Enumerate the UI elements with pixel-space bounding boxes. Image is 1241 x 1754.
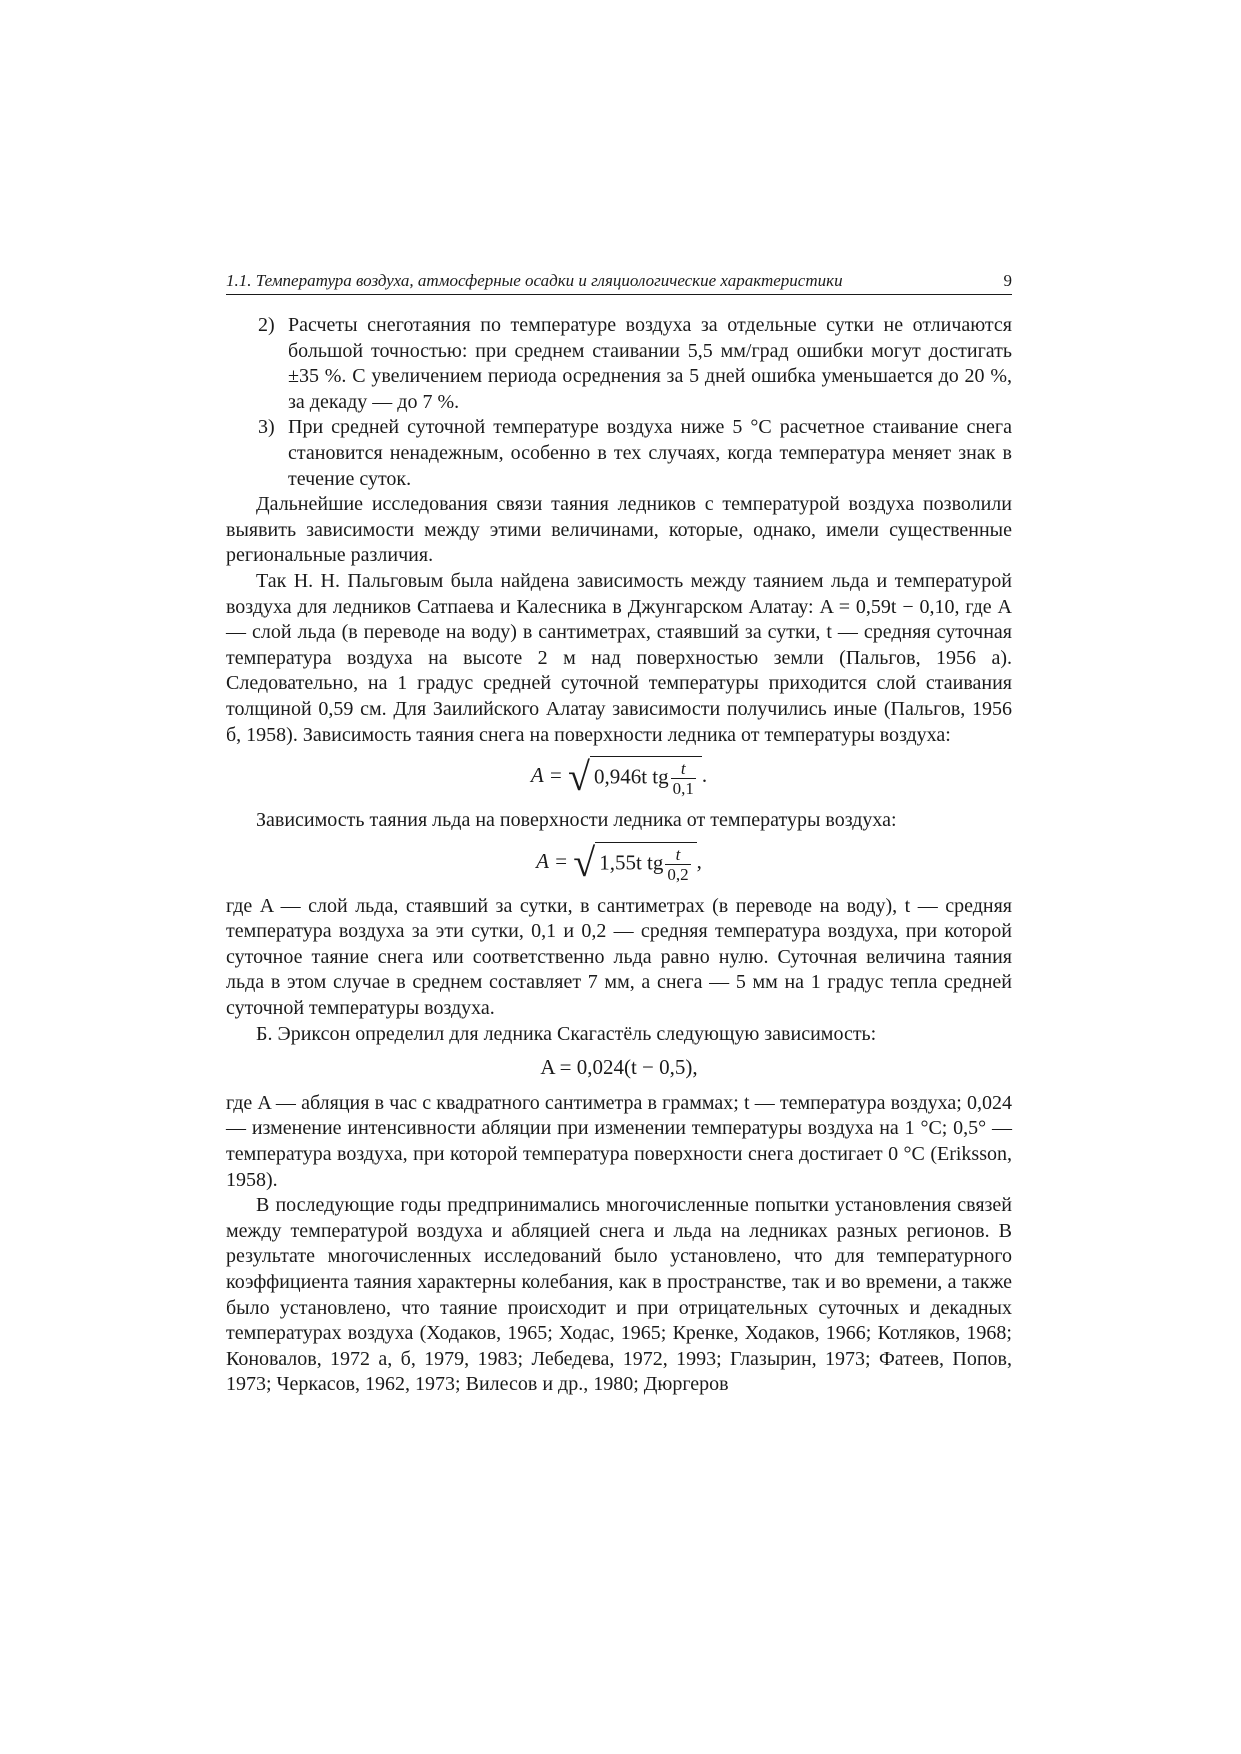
paragraph: Дальнейшие исследования связи таяния ледников с температурой воздуха позволили выявить зависимости между этими величинами, которые, однако, имели существенные региональные различия.	[226, 493, 1012, 567]
paragraph-text: , где A — слой льда (в переводе на воду) в сантиметрах, стаявший за сутки, t — средняя суточная температура воздуха на высоте 2 м над поверхностью земли (Пальгов, 1956 а). Следовательно, на 1 градус средней суточной температуры приходится слой стаивания толщиной 0,59 см. Для Заилийского Алатау зависимости получились иные (Пальгов, 1956 б, 1958). Зависимость таяния снега на поверхности ледника от температуры воздуха:	[226, 595, 1012, 746]
equation-punct: ,	[696, 848, 702, 873]
header-title: 1.1. Температура воздуха, атмосферные осадки и гляциологические характеристики	[226, 271, 843, 290]
equation-1	[226, 756, 1012, 798]
paragraph: В последующие годы предпринимались многочисленные попытки установления связей между температурой воздуха и абляцией снега и льда на ледниках разных регионов. В результате многочисленных исследований было установлено, что для температурного коэффициента таяния характерны колебания, как в пространстве, так и во времени, а также было установлено, что таяние происходит и при отрицательных суточных и декадных температурах воздуха (Ходаков, 1965; Ходас, 1965; Кренке, Ходаков, 1966; Котляков, 1968; Коновалов, 1972 а, б, 1979, 1983; Лебедева, 1972, 1993; Глазырин, 1973; Фатеев, Попов, 1973; Черкасов, 1962, 1973; Вилесов и др., 1980; Дюргеров	[226, 1194, 1012, 1396]
list-number: 3)	[258, 416, 275, 439]
fraction	[665, 845, 690, 884]
paragraph-text: Так Н. Н. Пальговым была найдена зависимость между таянием льда и температурой воздуха для ледников Сатпаева и Калесника в Джунгарском Алатау:	[226, 569, 1012, 618]
fraction-numerator: t	[671, 759, 696, 779]
fraction-denominator: 0,1	[672, 779, 694, 799]
list-item-3	[226, 415, 1012, 492]
paragraph: Б. Эриксон определил для ледника Скагастёль следующую зависимость:	[256, 1022, 877, 1045]
sqrt-sign-icon: √	[573, 839, 596, 885]
paragraph: где A — слой льда, стаявший за сутки, в сантиметрах (в переводе на воду), t — средняя температура воздуха за эти сутки, 0,1 и 0,2 — средняя температура воздуха, при которой суточное таяние снега или соответственно льда равно нулю. Суточная величина таяния льда в этом случае в среднем составляет 7 мм, а снега — 5 мм на 1 градус тепла средней суточной температуры воздуха.	[226, 894, 1012, 1020]
paragraph: где A — абляция в час с квадратного сантиметра в граммах; t — температура воздуха; 0,024 — изменение интенсивности абляции при изменении температуры воздуха на 1 °С; 0,5° — температура воздуха, при которой температура поверхности снега достигает 0 °С (Eriksson, 1958).	[226, 1091, 1012, 1191]
sqrt	[568, 756, 702, 798]
running-header	[226, 270, 1012, 295]
equation-3: A = 0,024(t − 0,5),	[540, 1055, 698, 1080]
page-body	[226, 313, 1012, 1398]
list-text: При средней суточной температуре воздуха ниже 5 °С расчетное стаивание снега становится ненадежным, особенно в тех случаях, когда температура меняет знак в течение суток.	[288, 416, 1012, 490]
list-number: 2)	[258, 314, 275, 336]
equation-lhs: A =	[536, 848, 568, 873]
fraction-denominator: 0,2	[667, 864, 689, 884]
fraction	[671, 759, 696, 798]
list-text: Расчеты снеготаяния по температуре воздуха за отдельные сутки не отличаются большой точностью: при среднем стаивании 5,5 мм/град ошибки могут достигать ±35 %. С увеличением периода осреднения за 5 дней ошибка уменьшается до 20 %, за декаду — до 7 %.	[288, 314, 1012, 413]
fraction-numerator: t	[665, 845, 690, 865]
page-number: 9	[1003, 271, 1012, 290]
paragraph: Зависимость таяния льда на поверхности ледника от температуры воздуха:	[256, 809, 897, 832]
equation-2	[226, 839, 1012, 885]
equation-punct: .	[701, 762, 708, 787]
radicand	[595, 842, 696, 884]
sqrt-sign-icon: √	[568, 754, 590, 800]
paragraph	[226, 569, 1012, 748]
radicand-text: 0,946t tg	[593, 764, 669, 789]
radicand	[590, 756, 702, 798]
list-item-2	[226, 313, 1012, 415]
inline-formula: A = 0,59t − 0,10	[819, 595, 955, 618]
radicand-text: 1,55t tg	[599, 850, 664, 874]
sqrt	[573, 839, 696, 885]
equation-lhs: A =	[530, 762, 563, 787]
